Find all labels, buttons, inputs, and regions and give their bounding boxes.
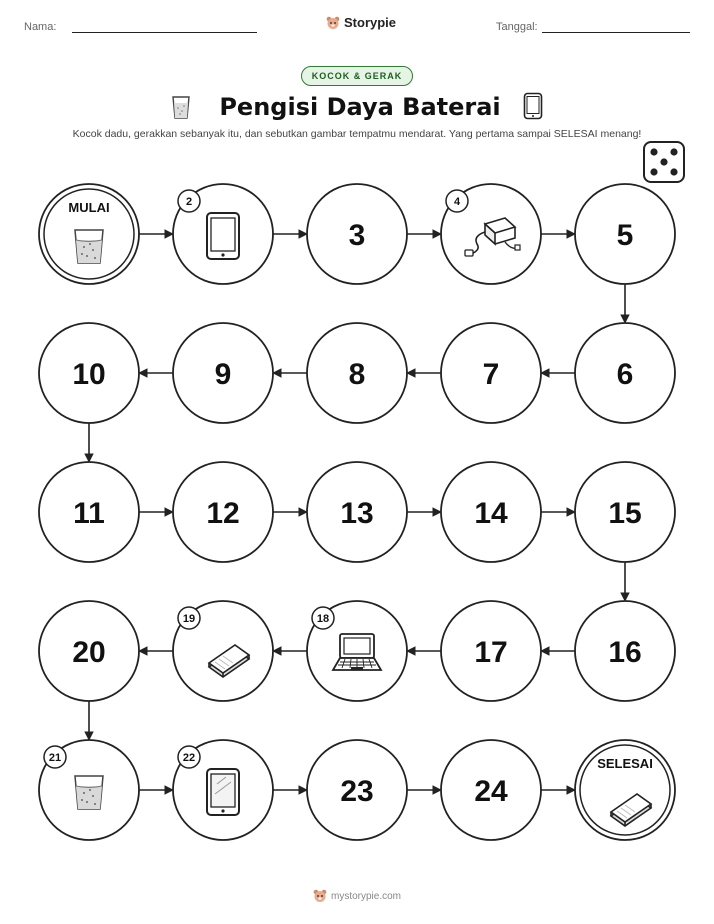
- tablet-icon: [207, 213, 239, 259]
- space-number: 16: [608, 636, 642, 669]
- board-space-24[interactable]: [441, 740, 541, 840]
- board-space-2[interactable]: [173, 184, 273, 284]
- footer-url: mystorypie.com: [330, 890, 401, 902]
- space-number-badge: 19: [182, 613, 196, 625]
- footer: [0, 889, 714, 903]
- board-space-23[interactable]: [307, 740, 407, 840]
- space-number-badge: 4: [453, 196, 461, 208]
- board-space-12[interactable]: [173, 462, 273, 562]
- board-space-17[interactable]: [441, 601, 541, 701]
- title-text: Pengisi Daya Baterai: [219, 93, 501, 121]
- space-number: 24: [474, 775, 508, 808]
- date-label: Tanggal:: [496, 21, 538, 33]
- tablet-icon: [207, 769, 239, 815]
- board-space-18[interactable]: [307, 601, 407, 701]
- space-number-badge: 18: [316, 613, 330, 625]
- board-space-15[interactable]: [575, 462, 675, 562]
- category-badge: KOCOK & GERAK: [301, 66, 413, 86]
- board-space-16[interactable]: [575, 601, 675, 701]
- board-space-8[interactable]: [307, 323, 407, 423]
- glass-icon: [75, 776, 103, 809]
- board-space-6[interactable]: [575, 323, 675, 423]
- space-number: 13: [340, 497, 374, 530]
- board-space-11[interactable]: [39, 462, 139, 562]
- board-space-19[interactable]: [173, 601, 273, 701]
- board-space-14[interactable]: [441, 462, 541, 562]
- board-space-21[interactable]: [39, 740, 139, 840]
- brand-name: Storypie: [344, 15, 397, 30]
- space-number: 11: [73, 497, 105, 530]
- space-number: 7: [482, 358, 500, 391]
- bear-mascot-icon: [313, 889, 327, 903]
- space-number: 20: [72, 636, 106, 669]
- space-number-badge: 21: [48, 752, 62, 764]
- board-space-13[interactable]: [307, 462, 407, 562]
- space-number: 12: [206, 497, 240, 530]
- space-number: 6: [616, 358, 634, 391]
- space-number: 8: [348, 358, 366, 391]
- board-space-22[interactable]: [173, 740, 273, 840]
- space-number: 15: [608, 497, 642, 530]
- board-space-3[interactable]: [307, 184, 407, 284]
- space-number: 10: [72, 358, 106, 391]
- space-number: 9: [214, 358, 232, 391]
- space-number: 5: [616, 219, 634, 252]
- space-number: 17: [474, 636, 508, 669]
- instructions: Kocok dadu, gerakkan sebanyak itu, dan sebutkan gambar tempatmu mendarat. Yang pertama sampai SELESAI menang!: [72, 128, 642, 140]
- space-number: 14: [474, 497, 508, 530]
- finish-space[interactable]: [575, 740, 675, 840]
- laptop-icon: [333, 634, 381, 670]
- space-label: MULAI: [68, 200, 110, 215]
- board-space-9[interactable]: [173, 323, 273, 423]
- space-number-badge: 22: [182, 752, 196, 764]
- start-space[interactable]: [39, 184, 139, 284]
- space-number-badge: 2: [185, 196, 193, 208]
- name-label: Nama:: [24, 21, 57, 33]
- board-space-4[interactable]: [441, 184, 541, 284]
- board-space-10[interactable]: [39, 323, 139, 423]
- board-space-5[interactable]: [575, 184, 675, 284]
- space-number: 23: [340, 775, 374, 808]
- board-space-7[interactable]: [441, 323, 541, 423]
- space-label: SELESAI: [597, 756, 653, 771]
- board-space-20[interactable]: [39, 601, 139, 701]
- space-number: 3: [348, 219, 366, 252]
- glass-icon: [75, 230, 103, 263]
